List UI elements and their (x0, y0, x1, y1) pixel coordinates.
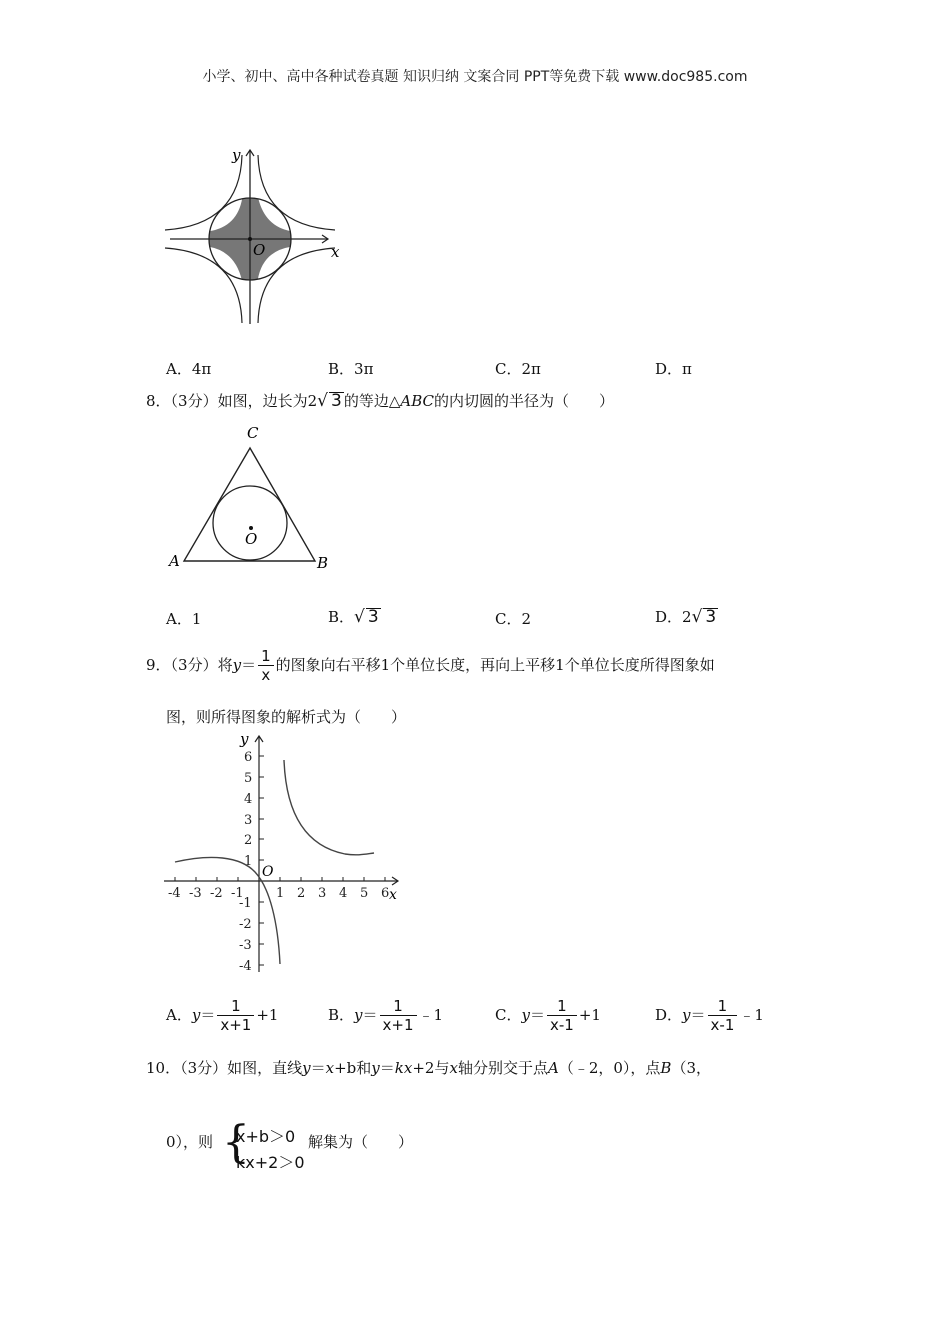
q8-label-b: B (317, 554, 329, 572)
q9-y-tick: 5 (244, 771, 253, 786)
q8-label-a: A (169, 552, 180, 570)
q9-curve-right-branch (284, 760, 374, 855)
q8-stem: 8．（3分）如图，边长为2√ 3 的等边△ABC的内切圆的半径为（ ） (146, 391, 614, 411)
q9-x-label: x (389, 887, 397, 903)
q9-stem: 9．（3分）将y＝ $\frac{1}{x}$ 的图象向右平移1个单位长度，再向上平移1个单位长度所得图象如 (146, 647, 715, 684)
q8-option-a: A．1 (166, 610, 202, 628)
q9-x-tick: 5 (360, 886, 369, 901)
q9-x-tick: 1 (276, 886, 285, 901)
q7-x-label: x (331, 243, 340, 261)
q9-x-tick: 4 (339, 886, 348, 901)
q10-line2-start: 0），则 (166, 1133, 214, 1151)
q8-figure (160, 418, 340, 578)
q7-hyperbola-q3 (165, 248, 242, 323)
q9-option-b: B．y＝ $\frac{1}{x+1}$ ﹣1 (328, 997, 444, 1034)
q10-stem: 10．（3分）如图，直线y＝x+b和y＝kx+2与x轴分别交于点A（﹣2，0），点B（3， (146, 1059, 711, 1077)
q9-y-label: y (240, 730, 249, 748)
q8-label-c: C (247, 424, 259, 442)
q9-origin-label: O (262, 864, 274, 880)
q10-inequality-2: kx+2＞0 (236, 1153, 305, 1172)
q7-option-d: D．π (655, 360, 692, 378)
q9-figure (160, 728, 410, 978)
q10-inequality-system (236, 1124, 305, 1176)
q9-y-tick: 2 (244, 833, 253, 848)
q9-y-tick: -3 (239, 938, 252, 953)
q10-tail: 解集为（ ） (308, 1133, 414, 1151)
q9-y-tick: -4 (239, 959, 252, 974)
q8-option-b: B．√ 3 (328, 607, 379, 627)
q8-option-d: D．2√ 3 (655, 607, 717, 627)
q7-option-b: B．3π (328, 360, 374, 378)
q9-option-d: D．y＝ $\frac{1}{x-1}$ ﹣1 (655, 997, 764, 1034)
q9-y-tick: 4 (244, 792, 253, 807)
q7-hyperbola-q4 (258, 248, 335, 323)
page-header: 小学、初中、高中各种试卷真题 知识归纳 文案合同 PPT等免费下载 www.doc985.com (202, 69, 748, 85)
q7-y-label: y (232, 146, 241, 164)
q7-origin-label: O (253, 241, 266, 259)
q9-x-tick: 3 (318, 886, 327, 901)
q10-inequality-1: x+b＞0 (236, 1127, 296, 1146)
q9-y-tick: -1 (239, 896, 252, 911)
q9-x-tick: 2 (297, 886, 306, 901)
q9-stem-line2: 图，则所得图象的解析式为（ ） (166, 708, 407, 726)
q9-x-tick: 6 (381, 886, 390, 901)
q9-x-tick: -4 (168, 886, 181, 901)
q9-x-tick: -1 (231, 886, 244, 901)
q8-incircle (213, 486, 287, 560)
q9-y-tick: 6 (244, 750, 253, 765)
q9-x-tick: -2 (210, 886, 223, 901)
q7-hyperbola-q2 (165, 155, 242, 230)
q10-system-brace: { (222, 1117, 250, 1168)
q9-y-tick: 1 (244, 854, 253, 869)
q9-x-tick: -3 (189, 886, 202, 901)
q7-option-c: C．2π (495, 360, 541, 378)
q7-figure (160, 140, 360, 330)
q9-y-tick: -2 (239, 917, 252, 932)
q7-option-a: A．4π (166, 360, 212, 378)
q9-y-tick: 3 (244, 813, 253, 828)
q8-option-c: C．2 (495, 610, 532, 628)
q8-label-o: O (245, 530, 258, 548)
q9-option-a: A．y＝ $\frac{1}{x+1}$ +1 (166, 997, 279, 1034)
q7-hyperbola-q1 (258, 155, 335, 230)
q9-option-c: C．y＝ $\frac{1}{x-1}$ +1 (495, 997, 601, 1034)
